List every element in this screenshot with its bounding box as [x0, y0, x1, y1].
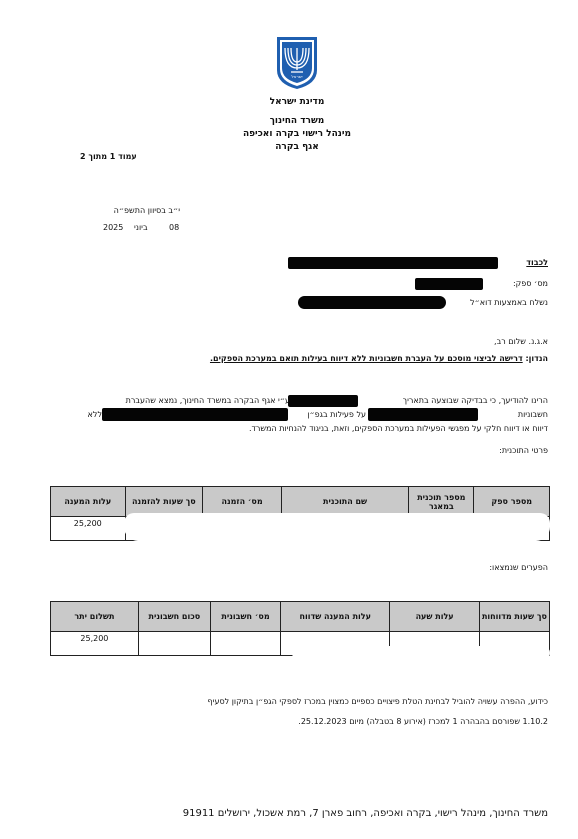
- paragraph-1-line-2c: ללא: [87, 410, 102, 419]
- date-month: ביוני: [134, 223, 148, 232]
- header-supplier-number: מספר ספק: [474, 487, 550, 517]
- header-response-cost: עלות המענה: [51, 487, 126, 517]
- redacted-inspection-date: [288, 395, 358, 407]
- table1-redaction-overlay: [124, 513, 550, 541]
- greeting: א.ג.נ. שלום רב,: [494, 337, 548, 346]
- state-name: מדינת ישראל: [269, 97, 325, 107]
- department-name: אגף בקרה: [275, 142, 319, 152]
- page-indicator: עמוד 1 מתוך 2: [80, 152, 137, 161]
- supplier-label: מס׳ ספק:: [512, 279, 548, 288]
- emblem-caption: ישראל: [291, 74, 303, 79]
- header-order-hours: סך שעות להזמנה: [125, 487, 203, 517]
- footer-address: משרד החינוך, מינהל רישוי, בקרה ואכיפה, רחוב פארן 7, רמת אשכול, ירושלים 91911: [182, 808, 548, 819]
- header-reported-hours: סך שעות מדווחות: [479, 602, 549, 632]
- email-label: נשלח באמצעות דוא״ל: [470, 298, 548, 307]
- cell-invoice-number: [210, 632, 280, 656]
- redacted-supplier-number: [415, 278, 483, 290]
- redacted-recipient-name: [288, 257, 498, 269]
- header-invoice-amount: סכום חשבונית: [138, 602, 210, 632]
- redacted-invoices: [368, 408, 478, 421]
- findings-table-header-row: [51, 602, 550, 632]
- paragraph-1-line-2a: חשבוניות: [517, 410, 548, 419]
- menorah-emblem-icon: [273, 34, 321, 90]
- paragraph-1-line-1a: הרינו להודיעך, כי בבדיקה שבוצעה בתאריך: [402, 396, 548, 405]
- cell-response-cost: [51, 517, 126, 541]
- findings-label: הפערים שנמצאו:: [489, 563, 548, 572]
- to-label: לכבוד: [526, 258, 548, 267]
- closing-line-1: כידוע, ההפרה עשויה להוביל לבחינת הטלת פיצויים כספיים כמצוין במכרז לספקי הגפ״ן בתיקון לסעיף: [207, 697, 548, 706]
- ministry-name: משרד החינוך: [269, 116, 325, 126]
- paragraph-1-line-2b: על פעילות בגפ״ן: [307, 410, 366, 419]
- subject-line: [100, 354, 548, 363]
- paragraph-1-line-1b: ע״י אגף הבקרה במשרד החינוך, נמצא שהעברת: [125, 396, 290, 405]
- directorate-name: מינהל רישוי בקרה ואכיפה: [242, 129, 352, 139]
- program-details-label: פרטי התוכנית:: [499, 446, 548, 455]
- header-invoice-number: מס׳ חשבונית: [210, 602, 280, 632]
- program-table-header-row: [51, 487, 550, 517]
- header-reported-cost: עלות המענה שדווח: [281, 602, 390, 632]
- redacted-email: [298, 296, 446, 309]
- header-overpayment: תשלום יתר: [51, 602, 139, 632]
- closing-line-2: 1.10.2 שפורסם בהבהרה 1 למכרז (אירוע 8 בטבלה) מיום 25.12.2023.: [298, 717, 548, 726]
- overpayment-value: 25,200: [80, 634, 109, 643]
- paragraph-1-line-3: דיווח או דיווח חלקי על מפגשי הפעילות במערכת הספקים, וזאת, בניגוד להנחיות המשרד.: [248, 424, 548, 433]
- cell-invoice-amount: [138, 632, 210, 656]
- state-emblem: [273, 34, 321, 90]
- header-program-name: שם התוכנית: [281, 487, 408, 517]
- table2-redaction-overlay: [292, 646, 550, 660]
- response-cost-value: 25,200: [73, 519, 102, 528]
- subject-label: הנדון:: [525, 354, 548, 363]
- header-order-number: מס׳ הזמנה: [203, 487, 282, 517]
- header-hour-cost: עלות שעה: [390, 602, 480, 632]
- redacted-activity: [102, 408, 288, 421]
- subject-text: דרישה לביצוי מוסכם על העברת חשבוניות ללא דיווח בעילות תואם במערכת הספקים.: [209, 354, 523, 363]
- cell-overpayment: [51, 632, 139, 656]
- header-program-number: מספר תוכנית במאגר: [409, 487, 474, 517]
- date-year: 2025: [103, 223, 124, 232]
- date-day: 08: [169, 223, 180, 232]
- hebrew-date: י״ב בסיוון התשפ״ה: [113, 206, 180, 215]
